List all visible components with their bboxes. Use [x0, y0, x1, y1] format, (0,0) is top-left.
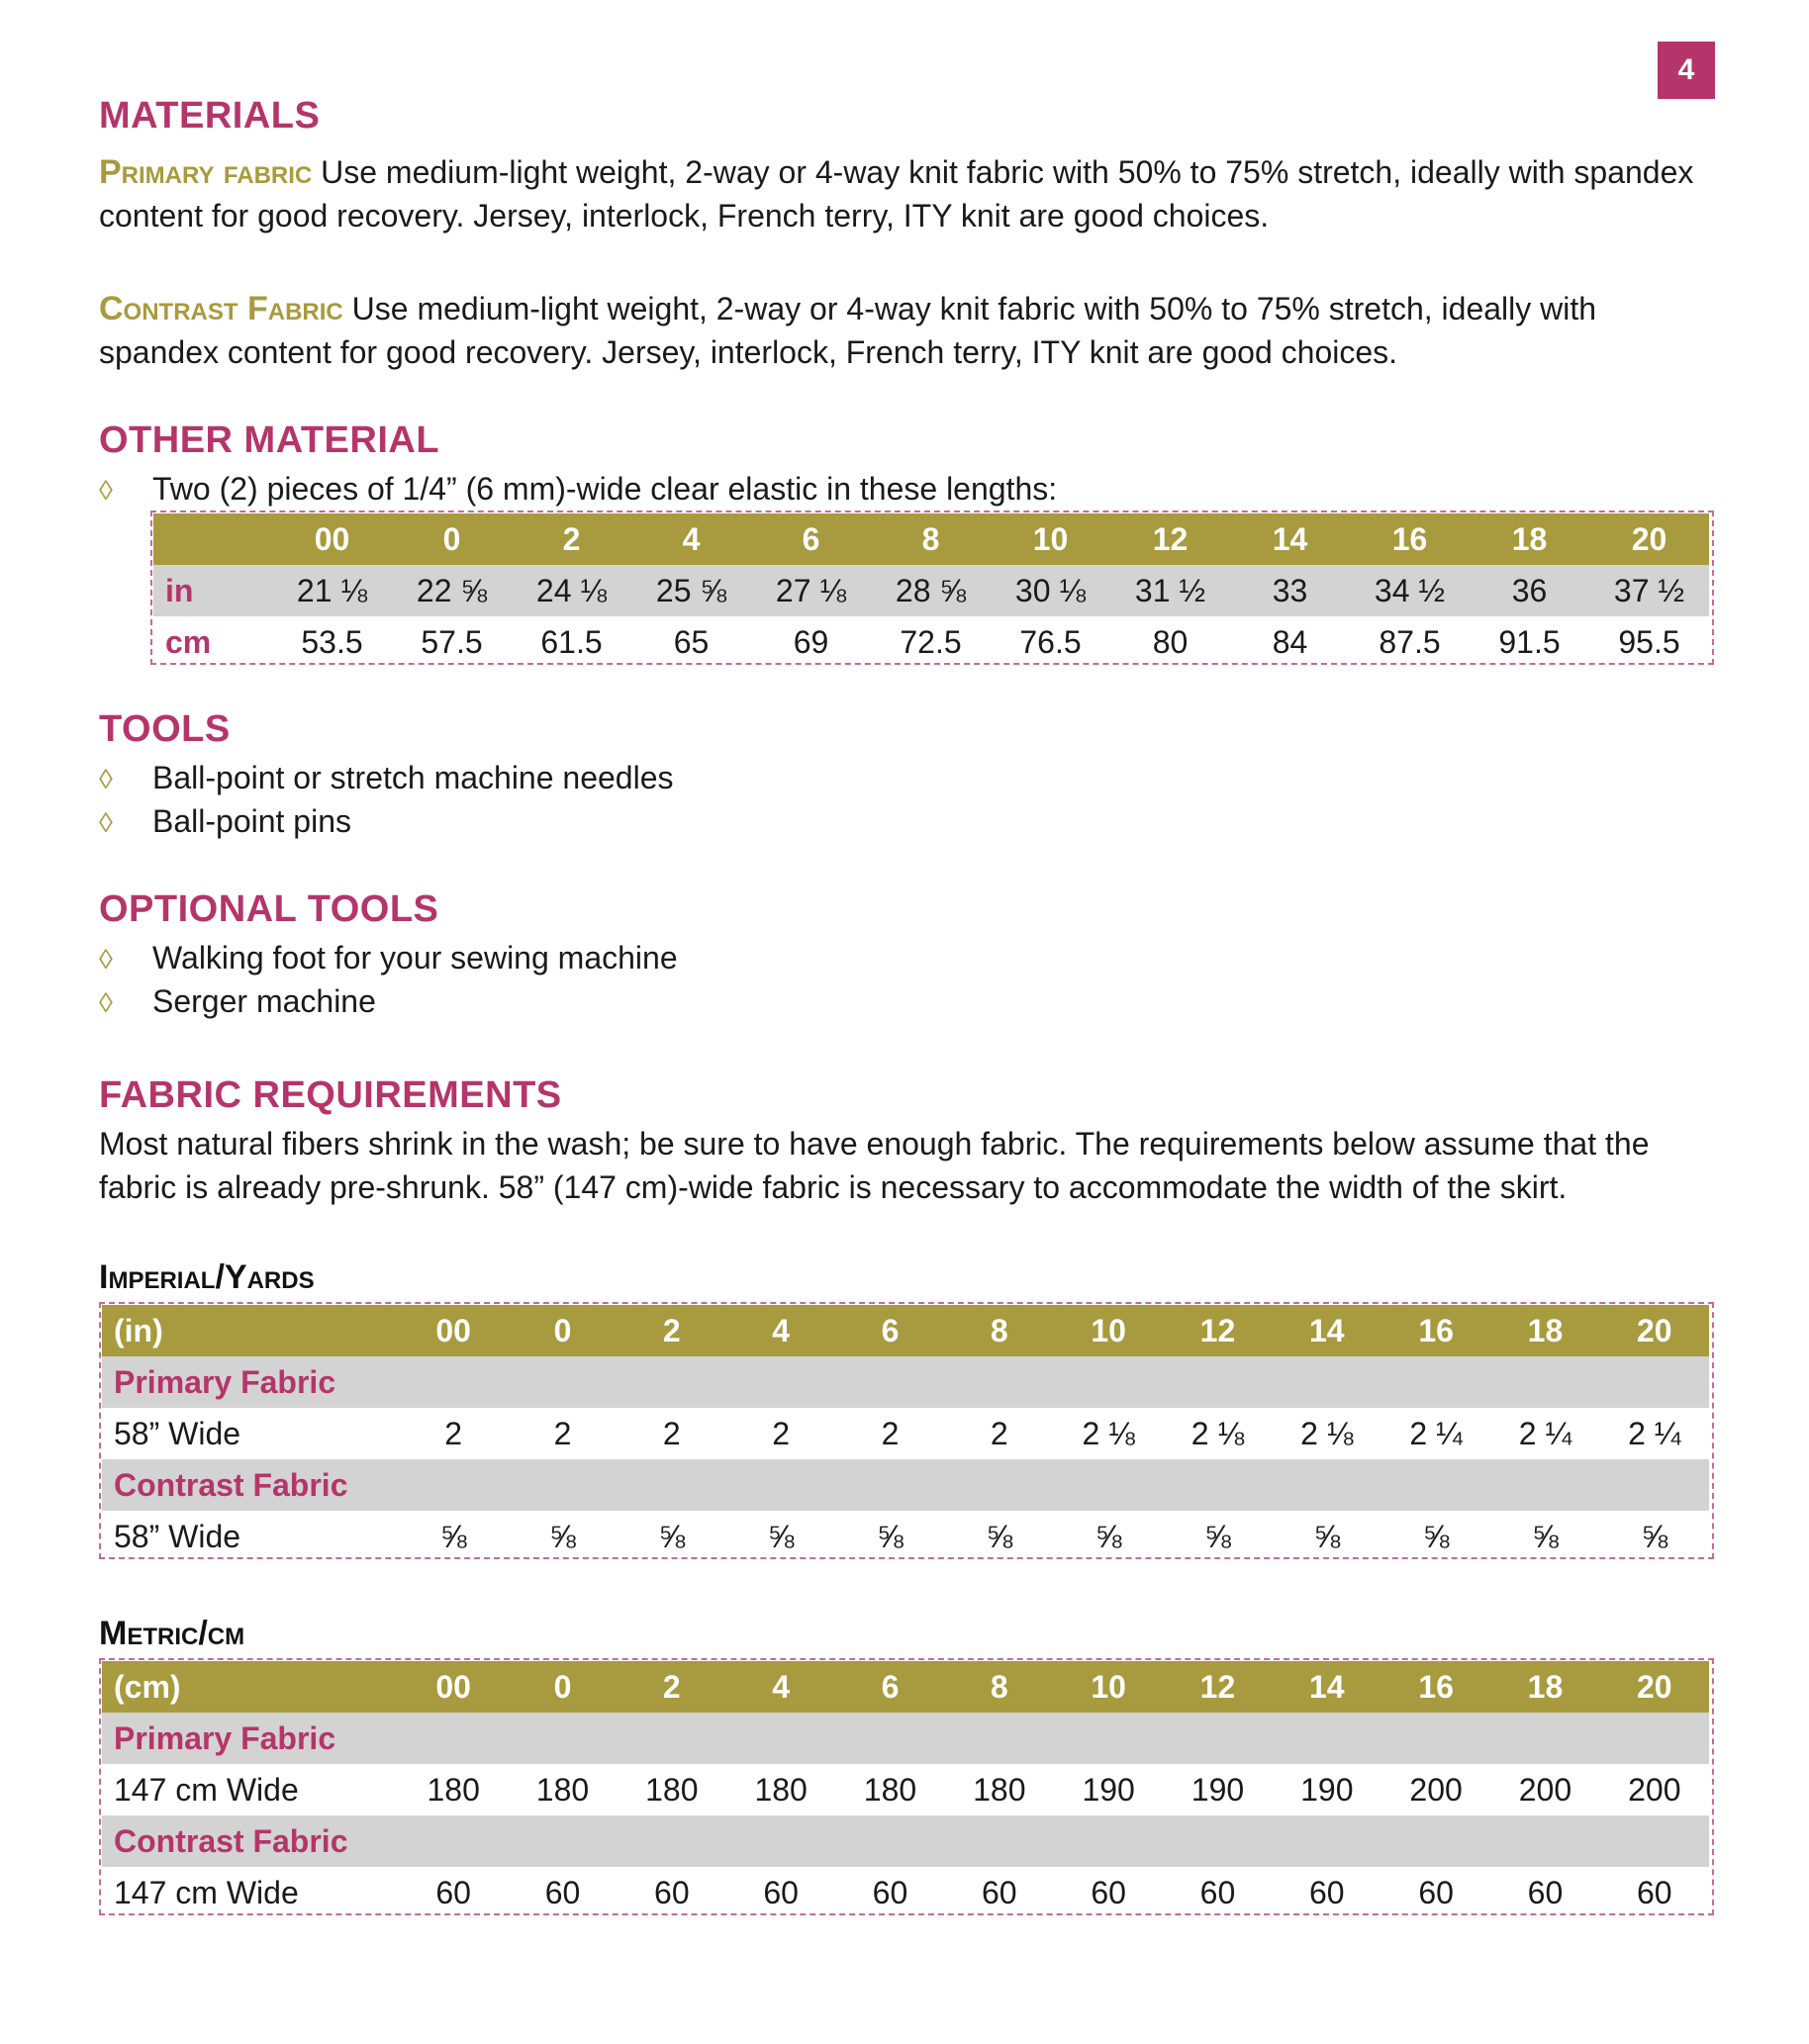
value-cell: 84: [1272, 623, 1308, 660]
contrast-fabric-row: [102, 1867, 1709, 1918]
value-cell: ⅝: [439, 1518, 467, 1554]
value-cell: 25 ⅝: [631, 565, 751, 616]
value-cell: 2: [990, 1415, 1008, 1451]
size-cell: 10: [991, 513, 1110, 565]
tools-heading: TOOLS: [99, 708, 231, 750]
contrast-fabric-paragraph: [99, 287, 1722, 374]
size-cell: 10: [1054, 1661, 1163, 1713]
value-cell: 53.5: [301, 623, 363, 660]
size-cell: 0: [508, 1661, 617, 1713]
optional-tools-heading: OPTIONAL TOOLS: [99, 888, 439, 930]
value-cell: 22 ⅝: [392, 565, 512, 616]
value-cell: ⅝: [549, 1518, 576, 1554]
value-cell: ⅝: [1532, 1518, 1559, 1554]
value-cell: 2 ¼: [1628, 1415, 1681, 1451]
value-cell: 2 ⅛: [1190, 1415, 1245, 1451]
value-cell: 34 ½: [1350, 565, 1470, 616]
size-cell: 8: [871, 513, 991, 565]
contrast-fabric-text: Use medium-light weight, 2-way or 4-way knit fabric with 50% to 75% stretch, ideally with spandex content for good recovery. Jersey, interlock, French terry, ITY knit are good choices.: [99, 291, 1597, 370]
imperial-subheading: Imperial/Yards: [99, 1258, 315, 1296]
value-cell: ⅝: [1204, 1518, 1231, 1554]
fabric-requirements-heading: FABRIC REQUIREMENTS: [99, 1074, 562, 1116]
elastic-length-table: [153, 513, 1709, 668]
size-cell: 20: [1589, 513, 1709, 565]
size-cell: 4: [726, 1661, 835, 1713]
value-cell: 200: [1409, 1771, 1463, 1808]
contrast-fabric-group-row: [102, 1459, 1709, 1511]
size-cell: 4: [631, 513, 751, 565]
value-cell: 2: [662, 1415, 681, 1451]
size-cell: 12: [1163, 1661, 1272, 1713]
primary-fabric-row: [102, 1764, 1709, 1815]
value-cell: 36: [1470, 565, 1589, 616]
optional-tools-item: [99, 979, 376, 1025]
diamond-bullet-icon: ◊: [99, 807, 113, 838]
size-header-row: [102, 1305, 1709, 1356]
value-cell: 95.5: [1618, 623, 1680, 660]
unit-header: (in): [102, 1305, 399, 1356]
size-cell: 2: [618, 1305, 726, 1356]
value-cell: 33: [1230, 565, 1350, 616]
value-cell: 37 ½: [1589, 565, 1709, 616]
row-label: 58” Wide: [114, 1518, 241, 1554]
page-number-badge: 4: [1658, 42, 1715, 99]
value-cell: 2: [553, 1415, 572, 1451]
value-cell: 60: [544, 1874, 581, 1910]
value-cell: 60: [763, 1874, 799, 1910]
value-cell: 69: [793, 623, 829, 660]
elastic-bullet: [99, 467, 1057, 512]
contrast-fabric-label: Contrast Fabric: [99, 290, 343, 327]
size-cell: 12: [1163, 1305, 1272, 1356]
group-label: Contrast Fabric: [102, 1459, 1709, 1511]
value-cell: 2 ¼: [1409, 1415, 1463, 1451]
elastic-bullet-text: Two (2) pieces of 1/4” (6 mm)-wide clear elastic in these lengths:: [152, 471, 1058, 507]
metric-requirements-table: [102, 1661, 1709, 1918]
value-cell: 60: [654, 1874, 690, 1910]
value-cell: 180: [535, 1771, 590, 1808]
group-label: Primary Fabric: [102, 1713, 1709, 1764]
value-cell: 180: [754, 1771, 808, 1808]
value-cell: ⅝: [1422, 1518, 1450, 1554]
group-label: Contrast Fabric: [102, 1815, 1709, 1867]
diamond-bullet-icon: ◊: [99, 475, 113, 506]
other-material-heading: OTHER MATERIAL: [99, 419, 440, 461]
size-cell: 16: [1350, 513, 1470, 565]
row-label: 147 cm Wide: [114, 1771, 299, 1808]
value-cell: 76.5: [1019, 623, 1082, 660]
value-cell: 60: [1199, 1874, 1236, 1910]
tools-item-text: Ball-point pins: [152, 803, 351, 839]
primary-fabric-group-row: [102, 1713, 1709, 1764]
group-label: Primary Fabric: [102, 1356, 1709, 1408]
tools-item: [99, 756, 674, 801]
value-cell: 180: [427, 1771, 480, 1808]
value-cell: 190: [1190, 1771, 1245, 1808]
value-cell: 190: [1300, 1771, 1354, 1808]
size-cell: 6: [835, 1305, 944, 1356]
value-cell: 91.5: [1498, 623, 1561, 660]
size-cell: 8: [945, 1661, 1054, 1713]
primary-fabric-text: Use medium-light weight, 2-way or 4-way knit fabric with 50% to 75% stretch, ideally with spandex content for good recovery. Jersey, interlock, French terry, ITY knit are good choices.: [99, 154, 1694, 233]
size-cell: 12: [1110, 513, 1230, 565]
optional-tools-item-text: Serger machine: [152, 983, 376, 1019]
contrast-fabric-group-row: [102, 1815, 1709, 1867]
size-cell: 6: [835, 1661, 944, 1713]
value-cell: 60: [982, 1874, 1017, 1910]
value-cell: 72.5: [900, 623, 962, 660]
size-cell: 14: [1273, 1661, 1381, 1713]
size-cell: 0: [508, 1305, 617, 1356]
value-cell: 60: [872, 1874, 908, 1910]
unit-header: (cm): [102, 1661, 399, 1713]
size-cell: 4: [726, 1305, 835, 1356]
size-cell: 20: [1600, 1305, 1709, 1356]
size-header-row: [102, 1661, 1709, 1713]
size-cell: 18: [1490, 1305, 1599, 1356]
imperial-requirements-table: [102, 1305, 1709, 1562]
value-cell: 30 ⅛: [991, 565, 1110, 616]
value-cell: 180: [645, 1771, 699, 1808]
value-cell: 60: [1308, 1874, 1345, 1910]
value-cell: 200: [1518, 1771, 1572, 1808]
size-cell: 16: [1381, 1661, 1490, 1713]
size-cell: 00: [399, 1661, 508, 1713]
row-label: 147 cm Wide: [114, 1874, 299, 1910]
size-cell: 14: [1230, 513, 1350, 565]
value-cell: 61.5: [540, 623, 603, 660]
value-cell: 57.5: [421, 623, 483, 660]
value-cell: 28 ⅝: [871, 565, 991, 616]
value-cell: ⅝: [986, 1518, 1013, 1554]
value-cell: ⅝: [1095, 1518, 1122, 1554]
size-cell: 18: [1470, 513, 1589, 565]
value-cell: 200: [1628, 1771, 1681, 1808]
value-cell: 65: [673, 623, 710, 660]
value-cell: 60: [1418, 1874, 1454, 1910]
value-cell: 60: [1637, 1874, 1672, 1910]
fabric-requirements-text: Most natural fibers shrink in the wash; be sure to have enough fabric. The requirements below assume that the fabric is already pre-shrunk. 58” (147 cm)-wide fabric is necessary to accommodate the width of the skirt.: [99, 1126, 1650, 1205]
size-cell: 0: [392, 513, 512, 565]
value-cell: 2: [772, 1415, 791, 1451]
size-cell: 00: [272, 513, 392, 565]
optional-tools-item-text: Walking foot for your sewing machine: [152, 940, 678, 976]
value-cell: 2: [881, 1415, 900, 1451]
diamond-bullet-icon: ◊: [99, 944, 113, 975]
size-cell: 8: [945, 1305, 1054, 1356]
primary-fabric-row: [102, 1408, 1709, 1459]
value-cell: 2: [444, 1415, 463, 1451]
value-cell: 190: [1082, 1771, 1135, 1808]
value-cell: ⅝: [1313, 1518, 1341, 1554]
corner-cell: [153, 513, 272, 565]
value-cell: ⅝: [877, 1518, 904, 1554]
value-cell: 27 ⅛: [751, 565, 871, 616]
row-label: in: [153, 565, 272, 616]
size-cell: 16: [1381, 1305, 1490, 1356]
value-cell: ⅝: [1641, 1518, 1668, 1554]
row-label: cm: [165, 623, 212, 660]
size-cell: 00: [399, 1305, 508, 1356]
value-cell: 180: [863, 1771, 917, 1808]
metric-subheading: Metric/cm: [99, 1615, 245, 1652]
primary-fabric-paragraph: [99, 150, 1722, 237]
value-cell: 2 ⅛: [1300, 1415, 1354, 1451]
value-cell: 60: [1527, 1874, 1564, 1910]
size-cell: 2: [618, 1661, 726, 1713]
value-cell: 31 ½: [1110, 565, 1230, 616]
value-cell: ⅝: [767, 1518, 795, 1554]
value-cell: ⅝: [658, 1518, 686, 1554]
value-cell: 180: [973, 1771, 1026, 1808]
primary-fabric-label: Primary fabric: [99, 153, 313, 191]
size-cell: 18: [1490, 1661, 1599, 1713]
centimeters-row: [153, 616, 1709, 668]
primary-fabric-group-row: [102, 1356, 1709, 1408]
value-cell: 21 ⅛: [272, 565, 392, 616]
size-cell: 20: [1600, 1661, 1709, 1713]
diamond-bullet-icon: ◊: [99, 987, 113, 1018]
optional-tools-item: [99, 936, 678, 981]
row-label: 58” Wide: [114, 1415, 241, 1451]
value-cell: 60: [1091, 1874, 1126, 1910]
size-cell: 6: [751, 513, 871, 565]
value-cell: 80: [1152, 623, 1189, 660]
size-cell: 14: [1273, 1305, 1381, 1356]
materials-heading: MATERIALS: [99, 95, 321, 137]
contrast-fabric-row: [102, 1511, 1709, 1562]
inches-row: [153, 565, 1709, 616]
value-cell: 87.5: [1379, 623, 1441, 660]
diamond-bullet-icon: ◊: [99, 764, 113, 794]
value-cell: 60: [435, 1874, 471, 1910]
value-cell: 24 ⅛: [512, 565, 631, 616]
size-header-row: [153, 513, 1709, 565]
value-cell: 2 ¼: [1518, 1415, 1572, 1451]
size-cell: 10: [1054, 1305, 1163, 1356]
value-cell: 2 ⅛: [1082, 1415, 1135, 1451]
tools-item-text: Ball-point or stretch machine needles: [152, 760, 674, 795]
tools-item: [99, 799, 351, 845]
size-cell: 2: [512, 513, 631, 565]
